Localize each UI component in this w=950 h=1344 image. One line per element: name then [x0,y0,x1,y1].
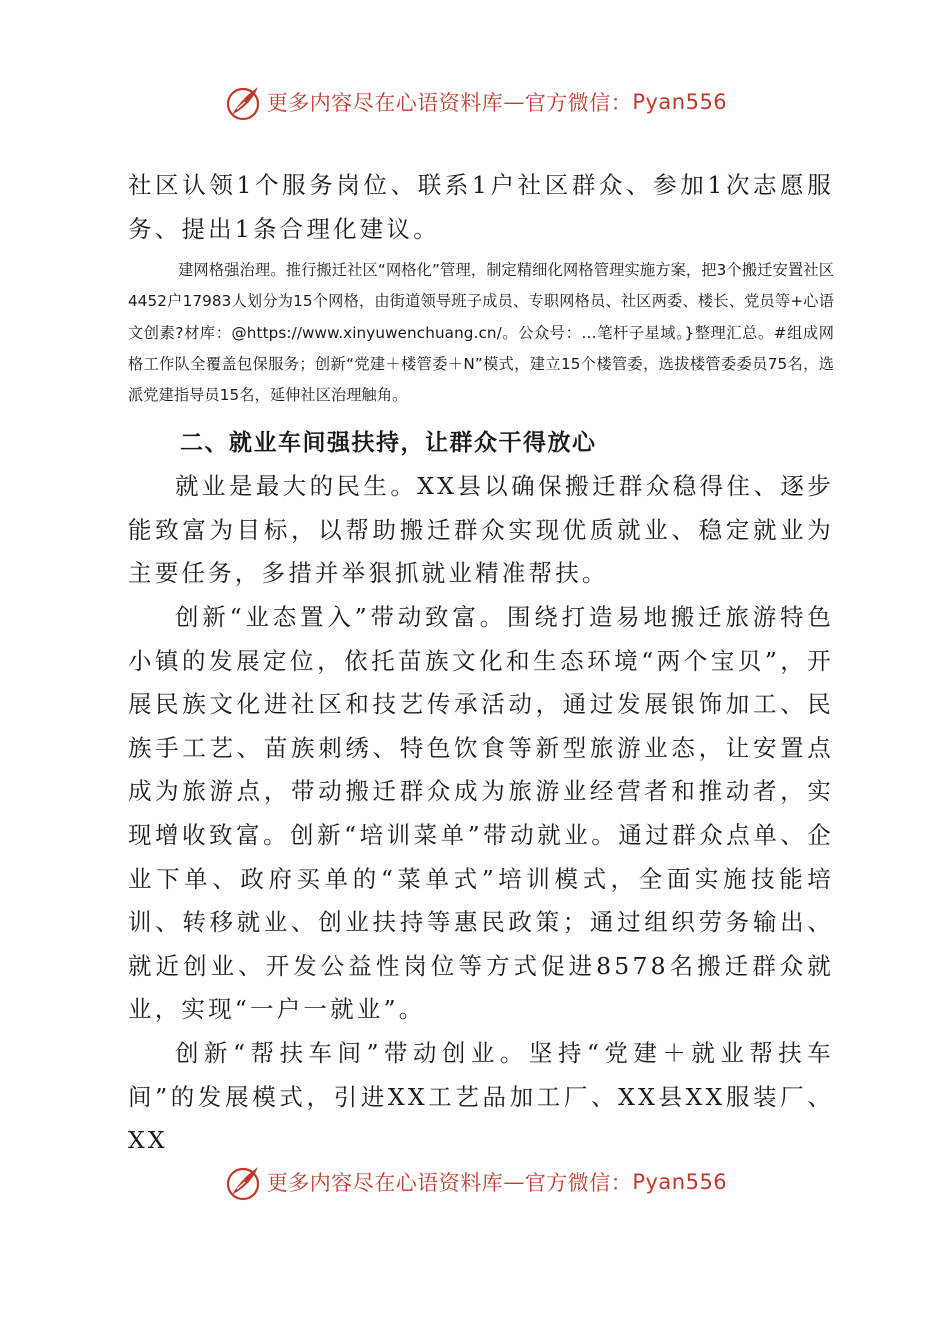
banner-main-text: 更多内容尽在心语资料库 [266,1171,504,1195]
banner-dash: — [503,1170,525,1194]
paragraph-1: 社区认领1个服务岗位、联系1户社区群众、参加1次志愿服务、提出1条合理化建议。 [128,171,834,243]
banner-official-label: 官方微信： [524,1171,633,1195]
paragraph-4: 创新“业态置入”带动致富。围绕打造易地搬迁旅游特色小镇的发展定位，依托苗族文化和生态环境“两个宝贝”，开展民族文化进社区和技艺传承活动，通过发展银饰加工、民族手工艺、苗族刺绣、特色饮食等新型旅游业态，让安置点成为旅游点，带动搬迁群众成为旅游业经营者和推动者，实现增收致富。创新“培训菜单”带动就业。通过群众点单、企业下单、政府买单的“菜单式”培训模式，全面实施技能培训、转移就业、创业扶持等惠民政策；通过组织劳务输出、就近创业、开发公益性岗位等方式促进8578名搬迁群众就业，实现“一户一就业”。 [128,602,834,1024]
paragraph-2: 建网格强治理。推行搬迁社区“网格化”管理，制定精细化网格管理实施方案，把3个搬迁安置社区4452户17983人划分为15个网格，由街道领导班子成员、专职网格员、社区两委、楼长、党员等+心语文创素?材库：@https://www.xinyuwenchuang.cn/。公众号：…笔杆子星域。}整理汇总。#组成网格工作队全覆盖包保服务；创新“党建＋楼管委＋N”模式，建立15个楼管委，选拔楼管委委员75名，选派党建指导员15名，延伸社区治理触角。 [128,261,834,404]
paragraph-5: 创新“帮扶车间”带动创业。坚持“党建＋就业帮扶车间”的发展模式，引进XX工艺品加工厂、XX县XX服装厂、XX [128,1038,834,1155]
section-heading: 二、就业车间强扶持，让群众干得放心 [180,430,597,457]
quill-circle-logo-icon [223,82,263,122]
paragraph-3: 就业是最大的民生。XX县以确保搬迁群众稳得住、逐步能致富为目标，以帮助搬迁群众实现优质就业、稳定就业为主要任务，多措并举狠抓就业精准帮扶。 [128,472,834,588]
banner-main-text: 更多内容尽在心语资料库 [266,91,504,115]
header-banner [0,80,950,124]
quill-circle-logo-icon [223,1162,263,1202]
footer-banner [0,1160,950,1204]
banner-official-label: 官方微信： [524,91,633,115]
banner-wechat-id: Pyan556 [632,1170,728,1194]
document-body [128,164,834,1163]
banner-dash: — [503,90,525,114]
banner-wechat-id: Pyan556 [632,90,728,114]
